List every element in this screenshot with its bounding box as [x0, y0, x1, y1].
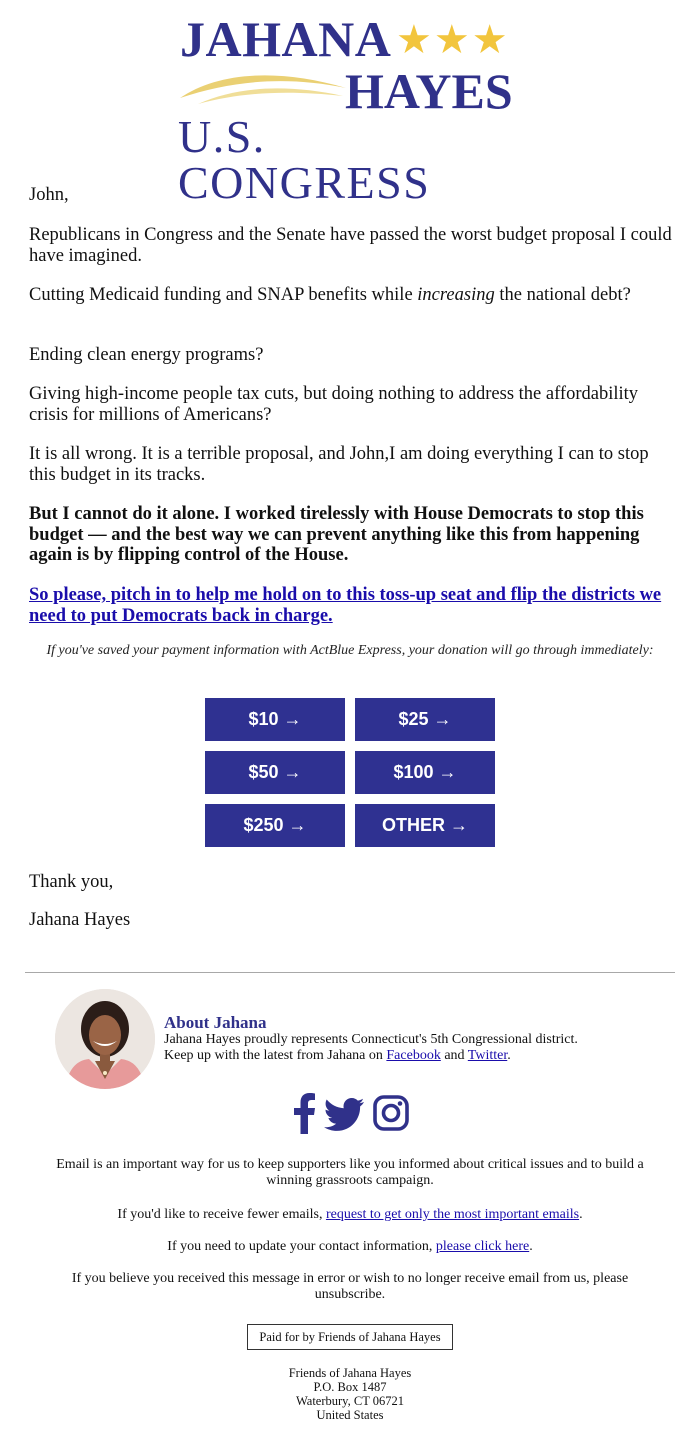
signature: Jahana Hayes [29, 910, 131, 930]
about-line-2-end: . [507, 1048, 511, 1063]
paragraph-2-end: the national debt? [494, 285, 631, 305]
logo-last-name: HAYES [345, 63, 513, 119]
donate-other-button[interactable]: OTHER → [355, 804, 495, 847]
about-line-1: Jahana Hayes proudly represents Connecticut's 5th Congressional district. [164, 1032, 578, 1047]
logo-swoosh-icon [178, 66, 348, 106]
donate-100-button[interactable]: $100 → [355, 751, 495, 794]
footer-fewer-emails [40, 1207, 660, 1223]
footer-fewer-emails-text: If you'd like to receive fewer emails, [117, 1207, 326, 1222]
paid-for-disclaimer: Paid for by Friends of Jahana Hayes [247, 1324, 453, 1350]
address-line-4: United States [316, 1408, 384, 1422]
donate-50-button[interactable]: $50 → [205, 751, 345, 794]
logo-office: U.S. CONGRESS [178, 111, 431, 208]
cta-donate-link[interactable]: So please, pitch in to help me hold on to this toss-up seat and flip the districts we need to put Democrats back in charge. [29, 585, 662, 626]
about-line-2-and: and [440, 1048, 468, 1063]
cta-paragraph [29, 585, 674, 626]
paragraph-1: Republicans in Congress and the Senate have passed the worst budget proposal I could have imagined. [29, 225, 672, 266]
about-line-2-start: Keep up with the latest from Jahana on [164, 1048, 387, 1063]
twitter-link[interactable]: Twitter [467, 1048, 508, 1063]
logo-stars: ★★★ [396, 17, 510, 63]
twitter-icon[interactable] [324, 1092, 366, 1134]
address-line-1: Friends of Jahana Hayes [288, 1366, 412, 1380]
paragraph-2-start: Cutting Medicaid funding and SNAP benefits while [29, 285, 418, 305]
paragraph-2-emphasis: increasing [417, 285, 495, 305]
greeting: John, [29, 185, 69, 205]
paragraph-5: It is all wrong. It is a terrible proposal, and John,I am doing everything I can to stop this budget in its tracks. [29, 444, 649, 485]
instagram-icon[interactable] [372, 1092, 410, 1134]
donate-10-button[interactable]: $10 → [205, 698, 345, 741]
signoff: Thank you, [29, 872, 114, 892]
update-contact-link[interactable]: please click here [435, 1239, 530, 1254]
footer-update-info [40, 1239, 660, 1255]
paragraph-4: Giving high-income people tax cuts, but doing nothing to address the affordability crisis for millions of Americans? [29, 384, 639, 425]
facebook-link[interactable]: Facebook [386, 1048, 441, 1063]
paragraph-6-bold: But I cannot do it alone. I worked tirelessly with House Democrats to stop this budget — and the best way we can prevent anything like this from happening again is by flipping control of the House. [29, 504, 644, 565]
about-title: About Jahana [164, 1013, 267, 1032]
address-line-2: P.O. Box 1487 [313, 1380, 387, 1394]
fewer-emails-link[interactable]: request to get only the most important emails [325, 1207, 580, 1222]
footer-update-info-text: If you need to update your contact information, [167, 1239, 436, 1254]
paragraph-3: Ending clean energy programs? [29, 345, 264, 365]
footer-update-info-end: . [529, 1239, 533, 1254]
footer-unsubscribe: If you believe you received this message in error or wish to no longer receive email from us, please unsubscribe. [71, 1271, 629, 1302]
about-line-2 [164, 1048, 664, 1064]
address-line-3: Waterbury, CT 06721 [295, 1394, 404, 1408]
actblue-note: If you've saved your payment information with ActBlue Express, your donation will go through immediately: [46, 643, 654, 658]
footer-email-info: Email is an important way for us to keep supporters like you informed about critical issues and to build a winning grassroots campaign. [56, 1157, 644, 1188]
facebook-icon[interactable] [290, 1092, 318, 1134]
donate-250-button[interactable]: $250 → [205, 804, 345, 847]
about-text [164, 1032, 664, 1064]
campaign-logo [178, 8, 528, 208]
footer-fewer-emails-end: . [579, 1207, 583, 1222]
logo-first-name: JAHANA [180, 11, 392, 67]
avatar [55, 989, 155, 1089]
donate-25-button[interactable]: $25 → [355, 698, 495, 741]
section-divider [25, 972, 675, 973]
paragraph-2 [29, 285, 674, 306]
